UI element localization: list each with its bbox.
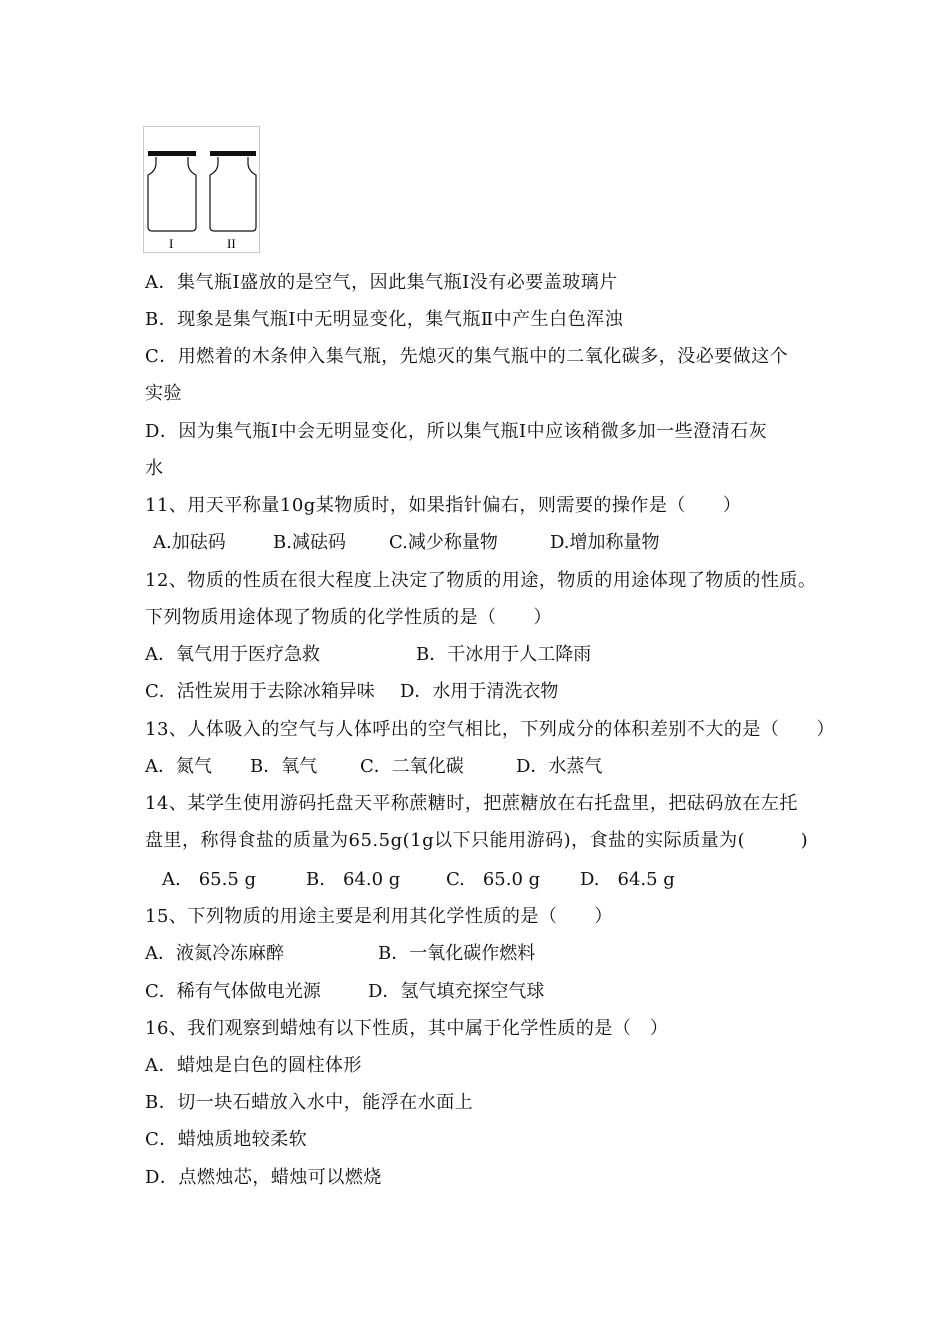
q13-option-a: A．氮气 — [145, 756, 212, 777]
q16-option-b: B．切一块石蜡放入水中，能浮在水面上 — [145, 1092, 474, 1113]
q14-option-c: C. 65.0 g — [446, 869, 541, 890]
q15-option-c: C．稀有气体做电光源 — [145, 981, 321, 1002]
glass-plate-2 — [210, 151, 256, 156]
gas-bottles-figure — [143, 126, 260, 253]
gas-bottles-diagram — [144, 127, 259, 252]
q13-option-d: D．水蒸气 — [516, 756, 603, 777]
q16-option-c: C．蜡烛质地较柔软 — [145, 1129, 308, 1150]
q15-option-d: D．氢气填充探空气球 — [368, 981, 545, 1002]
q10-option-d-line1: D．因为集气瓶Ⅰ中会无明显变化，所以集气瓶Ⅰ中应该稍微多加一些澄清石灰 — [145, 421, 768, 442]
q10-option-d-line2: 水 — [145, 458, 164, 479]
bottle-label-1: I — [169, 236, 174, 251]
q16-option-d: D．点燃烛芯，蜡烛可以燃烧 — [145, 1167, 382, 1188]
q11-option-c: C.减少称量物 — [389, 532, 498, 553]
q12-option-b: B．干冰用于人工降雨 — [416, 644, 592, 665]
q11-option-a: A.加砝码 — [153, 532, 226, 553]
glass-plate-1 — [148, 151, 196, 156]
q11-option-d: D.增加称量物 — [550, 532, 660, 553]
q14-stem-line1: 14、某学生使用游码托盘天平称蔗糖时，把蔗糖放在右托盘里，把砝码放在左托 — [145, 793, 798, 814]
q12-option-c: C．活性炭用于去除冰箱异味 — [145, 681, 375, 702]
q16-option-a: A．蜡烛是白色的圆柱体形 — [145, 1055, 362, 1076]
q13-option-c: C．二氧化碳 — [360, 756, 464, 777]
q13-stem: 13、人体吸入的空气与人体呼出的空气相比，下列成分的体积差别不大的是（ ） — [145, 719, 835, 740]
q14-option-a: A. 65.5 g — [162, 869, 257, 890]
q11-stem: 11、用天平称量10g某物质时，如果指针偏右，则需要的操作是（ ） — [145, 495, 742, 516]
q12-option-a: A．氧气用于医疗急救 — [145, 644, 320, 665]
q12-stem-line2: 下列物质用途体现了物质的化学性质的是（ ） — [145, 607, 552, 628]
q14-option-b: B. 64.0 g — [306, 869, 401, 890]
q15-stem: 15、下列物质的用途主要是利用其化学性质的是（ ） — [145, 906, 613, 927]
q12-option-d: D．水用于清洗衣物 — [400, 681, 559, 702]
bottle-label-2: II — [227, 236, 236, 251]
q11-option-b: B.减砝码 — [273, 532, 346, 553]
q10-option-a: A．集气瓶Ⅰ盛放的是空气，因此集气瓶Ⅰ没有必要盖玻璃片 — [145, 272, 618, 293]
q16-stem: 16、我们观察到蜡烛有以下性质，其中属于化学性质的是（ ） — [145, 1018, 669, 1039]
bottle-2 — [210, 157, 256, 231]
q10-option-c-line1: C．用燃着的木条伸入集气瓶，先熄灭的集气瓶中的二氧化碳多，没必要做这个 — [145, 346, 789, 367]
q10-option-b: B．现象是集气瓶Ⅰ中无明显变化，集气瓶Ⅱ中产生白色浑浊 — [145, 309, 624, 330]
q14-stem-line2: 盘里，称得食盐的质量为65.5g(1g以下只能用游码)，食盐的实际质量为( ) — [145, 830, 809, 851]
q15-option-b: B．一氧化碳作燃料 — [378, 943, 536, 964]
q14-option-d: D. 64.5 g — [580, 869, 675, 890]
bottle-1 — [148, 157, 196, 231]
q13-option-b: B．氧气 — [250, 756, 318, 777]
q12-stem-line1: 12、物质的性质在很大程度上决定了物质的用途，物质的用途体现了物质的性质。 — [145, 570, 817, 591]
q15-option-a: A．液氮冷冻麻醉 — [145, 943, 284, 964]
q10-option-c-line2: 实验 — [145, 383, 182, 404]
